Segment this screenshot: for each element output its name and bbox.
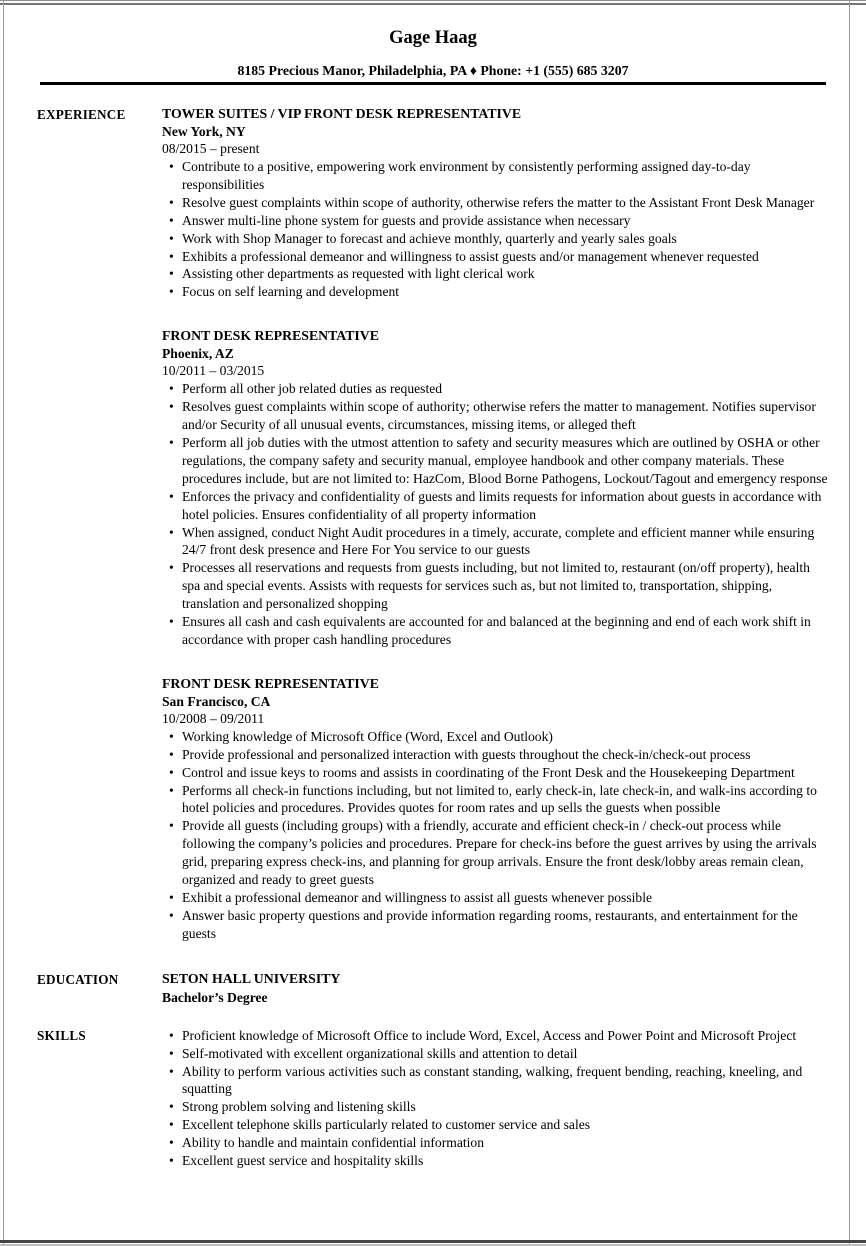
job-dates: 08/2015 – present (162, 141, 260, 156)
education-body (162, 970, 828, 1007)
bullet-item: • Provide all guests (including groups) with a friendly, accurate and efficient check-in / check-out process while following the company’s policies and procedures. Prepare for check-ins before the guest arrives by using the arrivals grid, preparing express check-ins, and planning for group arrivals. Ensure the front desk/lobby areas remain clean, organized and ready to greet guests (162, 817, 828, 889)
bullet-item: • Enforces the privacy and confidentiality of guests and limits requests for information about guests in accordance with hotel policies. Ensures confidentiality of all property information (162, 488, 828, 524)
job-bullets (162, 158, 828, 301)
bullet-item: • Work with Shop Manager to forecast and achieve monthly, quarterly and yearly sales goals (162, 230, 828, 248)
skill-item: • Excellent guest service and hospitality skills (162, 1152, 828, 1170)
bullet-item: • Working knowledge of Microsoft Office (Word, Excel and Outlook) (162, 728, 828, 746)
bullet-item: • Answer basic property questions and provide information regarding rooms, restaurants, and entertainment for the guests (162, 907, 828, 943)
section-education (37, 970, 828, 1007)
job-dates: 10/2008 – 09/2011 (162, 710, 265, 726)
bullet-item: • Contribute to a positive, empowering work environment by consistently performing assigned day-to-day responsibilities (162, 158, 828, 194)
scan-frame-right (849, 0, 850, 1246)
bullet-item: • Processes all reservations and requests from guests including, but not limited to, restaurant (on/off property), health spa and special events. Assists with requests for services such as, but not limited to, transportation, shipping, translation and personalized shopping (162, 559, 828, 613)
skill-item: • Ability to handle and maintain confidential information (162, 1134, 828, 1152)
section-label-skills: SKILLS (37, 1027, 86, 1043)
contact-line: 8185 Precious Manor, Philadelphia, PA ♦ Phone: +1 (555) 685 3207 (237, 63, 629, 78)
bullet-item: • Performs all check-in functions including, but not limited to, early check-in, late check-in, and walk-ins according to hotel policies and procedures. Provides quotes for room rates and up sells the guests when possible (162, 782, 828, 818)
bullet-item: • Focus on self learning and development (162, 283, 828, 301)
scan-frame-top-inner (0, 3, 866, 5)
header-rule (40, 82, 826, 85)
section-label-experience: EXPERIENCE (37, 107, 126, 122)
resume-header (0, 0, 866, 85)
candidate-name: Gage Haag (389, 28, 477, 48)
bullet-item: • Ensures all cash and cash equivalents are accounted for and balanced at the beginning and end of each work shift in accordance with proper cash handling procedures (162, 613, 828, 649)
bullet-item: • When assigned, conduct Night Audit procedures in a timely, accurate, complete and efficient manner while ensuring 24/7 front desk presence and Here For You service to our guests (162, 524, 828, 560)
resume-content (0, 105, 866, 1170)
scan-frame-bottom (0, 1240, 866, 1243)
job-entry-2 (162, 327, 828, 649)
section-skills (37, 1026, 828, 1170)
bullet-item: • Perform all other job related duties as requested (162, 380, 828, 398)
skill-item: • Proficient knowledge of Microsoft Office to include Word, Excel, Access and Power Point and Microsoft Project (162, 1027, 828, 1045)
section-label-education: EDUCATION (37, 971, 119, 987)
skill-item: • Excellent telephone skills particularly related to customer service and sales (162, 1116, 828, 1134)
bullet-item: • Resolve guest complaints within scope of authority, otherwise refers the matter to the Assistant Front Desk Manager (162, 194, 828, 212)
bullet-item: • Exhibit a professional demeanor and willingness to assist all guests whenever possible (162, 889, 828, 907)
bullet-item: • Provide professional and personalized interaction with guests throughout the check-in/check-out process (162, 746, 828, 764)
skill-item: • Ability to perform various activities such as constant standing, walking, frequent bending, reaching, kneeling, and squatting (162, 1063, 828, 1099)
job-bullets (162, 380, 828, 649)
skill-item: • Strong problem solving and listening skills (162, 1098, 828, 1116)
job-entry-3 (162, 675, 828, 943)
bullet-item: • Answer multi-line phone system for guests and provide assistance when necessary (162, 212, 828, 230)
job-title: TOWER SUITES / VIP FRONT DESK REPRESENTATIVE (162, 106, 522, 121)
bullet-item: • Exhibits a professional demeanor and willingness to assist guests and/or management whenever requested (162, 248, 828, 266)
job-location: Phoenix, AZ (162, 346, 234, 362)
skill-item: • Self-motivated with excellent organizational skills and attention to detail (162, 1045, 828, 1063)
job-entry-1 (162, 105, 828, 301)
job-location: New York, NY (162, 124, 246, 139)
school-name: SETON HALL UNIVERSITY (162, 970, 341, 986)
scan-frame-top (0, 0, 866, 1)
section-experience (37, 105, 828, 943)
degree: Bachelor’s Degree (162, 989, 268, 1005)
job-title: FRONT DESK REPRESENTATIVE (162, 328, 379, 344)
bullet-item: • Assisting other departments as requested with light clerical work (162, 265, 828, 283)
experience-body (162, 105, 828, 943)
bullet-item: • Control and issue keys to rooms and assists in coordinating of the Front Desk and the Housekeeping Department (162, 764, 828, 782)
skills-list (162, 1027, 828, 1170)
bullet-item: • Perform all job duties with the utmost attention to safety and security measures which are outlined by OSHA or other regulations, the company safety and security manual, employee handbook and other company materials. These procedures include, but are not limited to: HazCom, Blood Borne Pathogens, Lockout/Tagout and emergency response (162, 434, 828, 488)
skills-body (162, 1026, 828, 1170)
scan-frame-left (3, 0, 4, 1246)
job-location: San Francisco, CA (162, 693, 271, 709)
job-title: FRONT DESK REPRESENTATIVE (162, 675, 379, 691)
job-bullets (162, 728, 828, 943)
bullet-item: • Resolves guest complaints within scope of authority; otherwise refers the matter to management. Notifies supervisor and/or Security of all unusual events, circumstances, missing items, or alleged theft (162, 398, 828, 434)
job-dates: 10/2011 – 03/2015 (162, 363, 265, 379)
